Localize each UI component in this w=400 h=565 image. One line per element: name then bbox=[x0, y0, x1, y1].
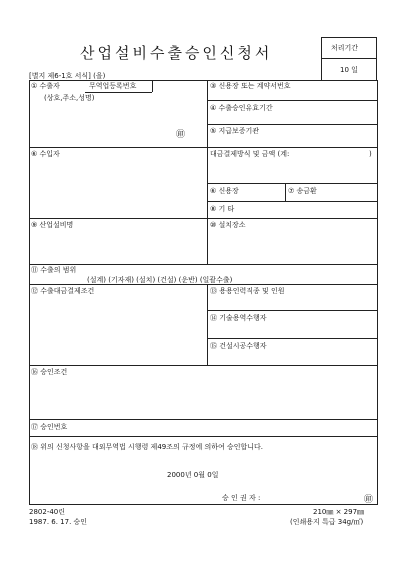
other-label: ⑧ 기 타 bbox=[210, 205, 235, 213]
letter-of-credit-label: ⑥ 신용장 bbox=[210, 187, 239, 195]
payment-method-label: 대금결제방식 및 금액 (계: bbox=[210, 150, 290, 158]
remittance-label: ⑦ 송금환 bbox=[288, 187, 317, 195]
processing-period-value: 10 일 bbox=[340, 66, 358, 74]
payment-method-close: ) bbox=[369, 150, 372, 158]
approval-period-label: ④ 수출승인유효기간 bbox=[210, 104, 273, 112]
exporter-label: ① 수출자 bbox=[31, 82, 60, 90]
name-address-label: (상호,주소,성명) bbox=[44, 94, 95, 102]
form-code: 2802-40린 bbox=[29, 508, 66, 516]
payment-terms-label: ⑫ 수출대금결제조건 bbox=[31, 287, 95, 295]
export-scope-label: ⑪ 수출의 범위 bbox=[31, 266, 77, 274]
approver-label: 승 인 권 자 : bbox=[222, 494, 261, 502]
importer-label: ⑥ 수입자 bbox=[31, 150, 60, 158]
trade-reg-no-label: 무역업등록번호 bbox=[89, 82, 137, 90]
approval-date-footer: 1987. 6. 17. 승인 bbox=[29, 518, 88, 526]
personnel-label: ⑬ 용용인력직종 및 인원 bbox=[210, 287, 285, 295]
paper-spec: (인쇄용지 특급 34g/㎡) bbox=[290, 518, 364, 526]
processing-period-label: 처리기간 bbox=[331, 44, 359, 52]
approval-conditions-label: ⑯ 승인조건 bbox=[31, 368, 68, 376]
install-site-label: ⑩ 설치장소 bbox=[210, 221, 246, 229]
paper-size: 210㎜ × 297㎜ bbox=[313, 508, 365, 516]
approval-number-label: ⑰ 승인번호 bbox=[31, 423, 68, 431]
declaration-date: 2000년 0월 0일 bbox=[167, 471, 219, 479]
export-scope-items: (설계) (기자재) (설치) (건설) (운반) (일괄수출) bbox=[87, 276, 233, 284]
tech-service-label: ⑭ 기술용역수행자 bbox=[210, 314, 267, 322]
equipment-name-label: ⑨ 산업설비명 bbox=[31, 221, 74, 229]
form-reference: [별지 제6-1호 서식] (을) bbox=[29, 72, 106, 80]
construction-label: ⑮ 건설시공수행자 bbox=[210, 342, 267, 350]
declaration-text: ⑱ 위의 신청사항을 대외무역법 시행령 제49조의 규정에 의하여 승인합니다. bbox=[31, 443, 264, 451]
contract-no-label: ③ 신용장 또는 계약서번호 bbox=[210, 82, 291, 90]
guarantee-org-label: ⑤ 지급보증기관 bbox=[210, 127, 260, 135]
seal-icon: ㊞ bbox=[364, 495, 374, 505]
seal-icon: ㊞ bbox=[176, 130, 186, 140]
page-title: 산업설비수출승인신청서 bbox=[80, 44, 273, 62]
